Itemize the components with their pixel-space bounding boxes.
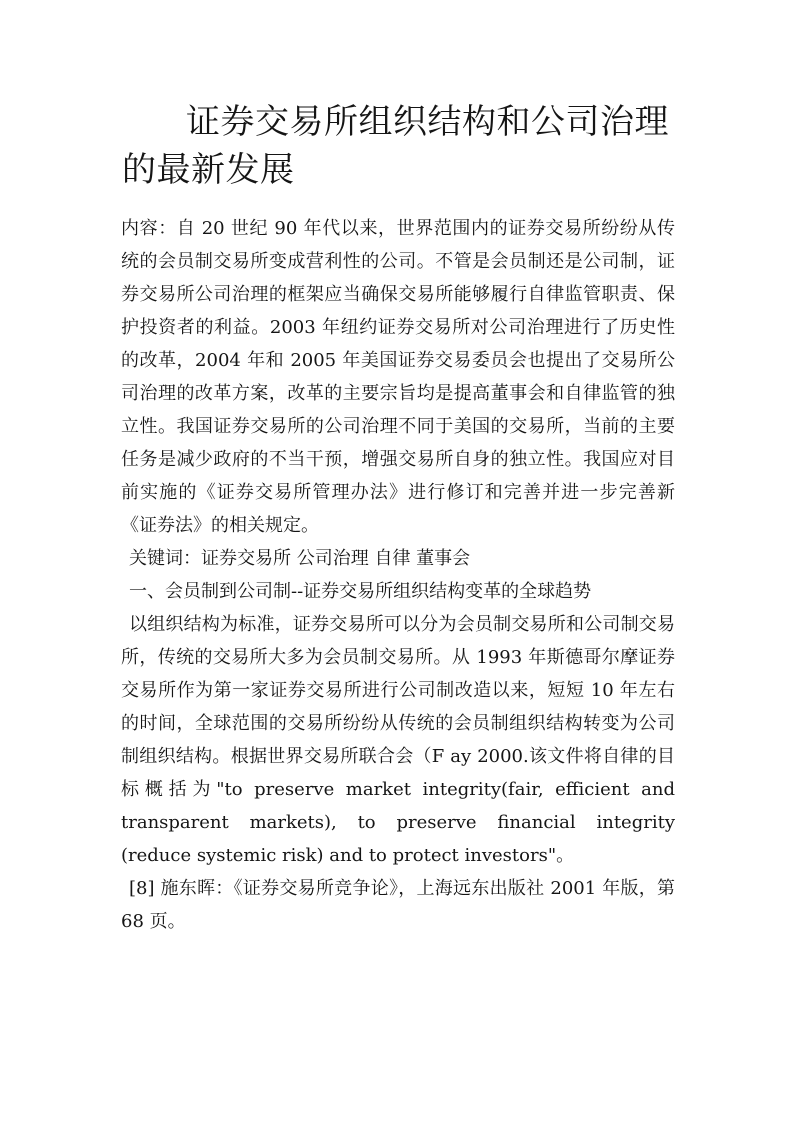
footnote-reference: [8] 施东晖：《证券交易所竞争论》，上海远东出版社 2001 年版，第 68 页。 [121, 878, 675, 932]
keywords-line: 关键词：证券交易所 公司治理 自律 董事会 [129, 548, 471, 569]
section-heading: 一、会员制到公司制--证券交易所组织结构变革的全球趋势 [129, 581, 592, 602]
section-paragraph: 以组织结构为标准，证券交易所可以分为会员制交易所和公司制交易所，传统的交易所大多为会员制交易所。从 1993 年斯德哥尔摩证券交易所作为第一家证券交易所进行公司制改造以来，短短 10 年左右的时间，全球范围的交易所纷纷从传统的会员制组织结构转变为公司制组织结构。根据世界交易所联合会（F ay 2000.该文件将自律的目标概括为"to preserve market integrity(fair, efficient and transparent markets), to preserve financial integrity (reduce systemic risk) and to protect investors"。 [121, 614, 675, 866]
abstract-paragraph: 内容：自 20 世纪 90 年代以来，世界范围内的证券交易所纷纷从传统的会员制交易所变成营利性的公司。不管是会员制还是公司制，证券交易所公司治理的框架应当确保交易所能够履行自律监管职责、保护投资者的利益。2003 年纽约证券交易所对公司治理进行了历史性的改革，2004 年和 2005 年美国证券交易委员会也提出了交易所公司治理的改革方案，改革的主要宗旨均是提高董事会和自律监管的独立性。我国证券交易所的公司治理不同于美国的交易所，当前的主要任务是减少政府的不当干预，增强交易所自身的独立性。我国应对目前实施的《证券交易所管理办法》进行修订和完善并进一步完善新《证券法》的相关规定。 [121, 218, 675, 536]
document-title: 证券交易所组织结构和公司治理的最新发展 [122, 102, 669, 190]
document-body [121, 212, 675, 938]
